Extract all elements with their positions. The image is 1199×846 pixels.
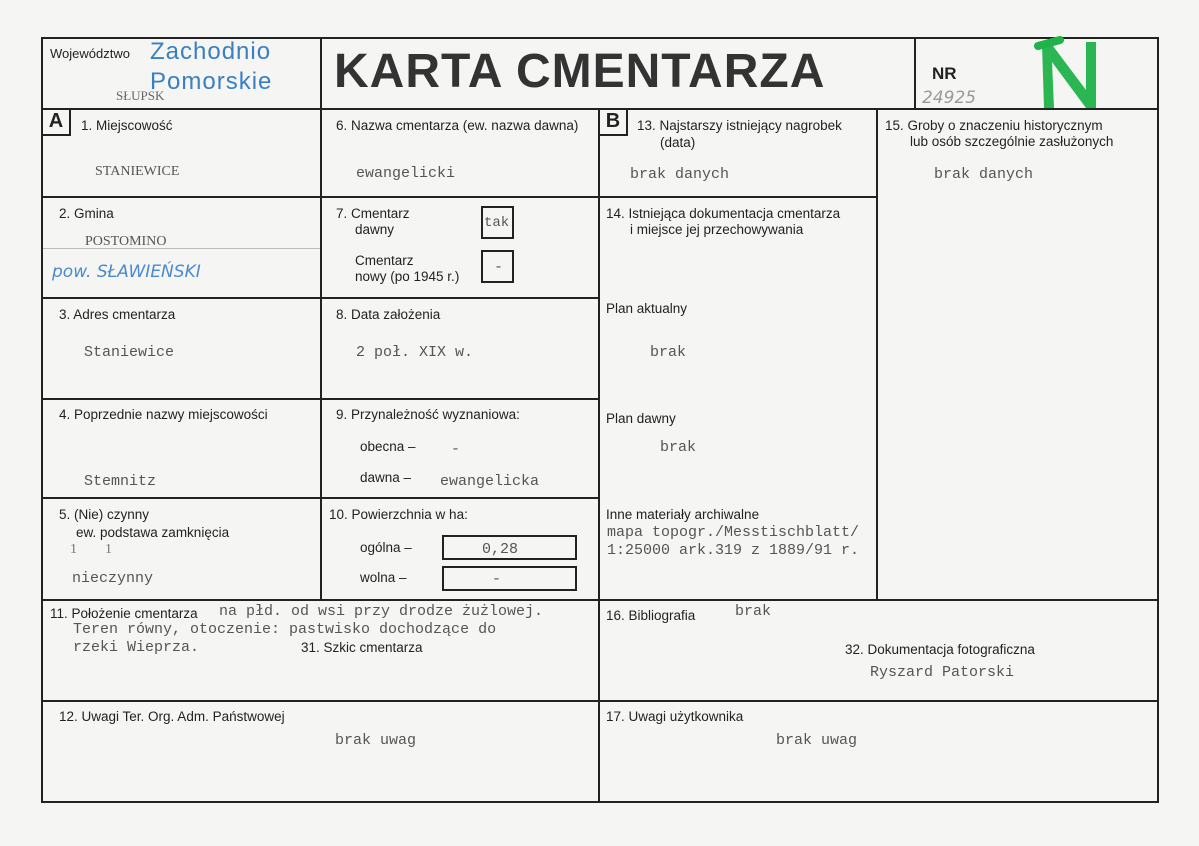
f7-label2: dawny	[355, 222, 395, 237]
voivodeship-stamp-line1: Zachodnio	[150, 38, 272, 65]
green-marker-n	[1030, 36, 1110, 112]
divider	[876, 108, 878, 599]
f1-label: 1. Miejscowość	[81, 118, 173, 133]
f9-dawna-label: dawna –	[360, 470, 412, 485]
f14-label2: i miejsce jej przechowywania	[630, 222, 804, 237]
f7-label1: 7. Cmentarz	[336, 206, 410, 221]
divider	[320, 108, 322, 599]
f10-label: 10. Powierzchnia w ha:	[329, 507, 468, 522]
f12-label: 12. Uwagi Ter. Org. Adm. Państwowej	[59, 709, 285, 724]
f3-label: 3. Adres cmentarza	[59, 307, 176, 322]
f7-label3: Cmentarz	[355, 253, 414, 268]
section-b: B	[598, 108, 628, 136]
inne-materialy-line2: 1:25000 ark.319 z 1889/91 r.	[607, 542, 860, 559]
f15-value: brak danych	[934, 166, 1034, 183]
inne-materialy-label: Inne materiały archiwalne	[606, 507, 760, 522]
section-a: A	[41, 108, 71, 136]
f13-label2: (data)	[660, 135, 696, 150]
f7-box-nowy	[481, 250, 514, 283]
f9-label: 9. Przynależność wyznaniowa:	[336, 407, 520, 422]
divider	[914, 37, 916, 109]
f10-ogolna-value: 0,28	[482, 541, 519, 558]
marker-letter	[1030, 36, 1031, 37]
f2-handwritten: pow. SŁAWIEŃSKI	[52, 262, 201, 282]
f9-obecna-label: obecna –	[360, 439, 416, 454]
f8-label: 8. Data założenia	[336, 307, 441, 322]
divider	[41, 599, 1159, 601]
f6-label: 6. Nazwa cmentarza (ew. nazwa dawna)	[336, 118, 579, 133]
nr-label: NR	[932, 64, 957, 83]
f10-ogolna-box	[442, 535, 577, 560]
divider	[41, 497, 600, 499]
f15-label1: 15. Groby o znaczeniu historycznym	[885, 118, 1103, 133]
nr-value: 24925	[922, 88, 977, 108]
f16-value: brak	[735, 603, 772, 620]
f6-value: ewangelicki	[356, 165, 456, 182]
divider	[41, 398, 600, 400]
f11-label: 11. Położenie cmentarza	[50, 606, 198, 621]
f9-obecna-value: -	[451, 441, 461, 458]
f10-wolna-label: wolna –	[360, 570, 407, 585]
f13-label1: 13. Najstarszy istniejący nagrobek	[637, 118, 842, 133]
f11-text1: na płd. od wsi przy drodze żużlowej.	[219, 603, 544, 620]
f2-label: 2. Gmina	[59, 206, 114, 221]
wojewodztwo-label: Województwo	[50, 46, 130, 61]
plan-dawny-value: brak	[660, 439, 697, 456]
divider	[41, 297, 600, 299]
f5-marks: 1 1	[70, 542, 112, 557]
f2-value: POSTOMINO	[85, 234, 167, 249]
f1-value: STANIEWICE	[95, 164, 180, 179]
divider	[598, 108, 600, 802]
f32-label: 32. Dokumentacja fotograficzna	[845, 642, 1035, 657]
f14-label1: 14. Istniejąca dokumentacja cmentarza	[606, 206, 841, 221]
f9-dawna-value: ewangelicka	[440, 473, 540, 490]
f4-label: 4. Poprzednie nazwy miejscowości	[59, 407, 268, 422]
f4-value: Stemnitz	[84, 473, 157, 490]
f17-label: 17. Uwagi użytkownika	[606, 709, 744, 724]
divider	[41, 700, 1159, 702]
divider	[320, 37, 322, 109]
f15-label2: lub osób szczególnie zasłużonych	[910, 134, 1114, 149]
f10-ogolna-label: ogólna –	[360, 540, 412, 555]
f7-box-dawny	[481, 206, 514, 239]
f5-label1: 5. (Nie) czynny	[59, 507, 150, 522]
f7-box2-value: -	[494, 259, 504, 276]
voivodeship-stamp-line2: Pomorskie	[150, 68, 273, 95]
f31-label: 31. Szkic cmentarza	[301, 640, 423, 655]
f16-label: 16. Bibliografia	[606, 608, 696, 623]
divider	[41, 196, 877, 198]
f3-value: Staniewice	[84, 344, 175, 361]
inne-materialy-line1: mapa topogr./Messtischblatt/	[607, 524, 860, 541]
f5-label2: ew. podstawa zamknięcia	[76, 525, 230, 540]
f11-text2: Teren równy, otoczenie: pastwisko dochodzące do	[73, 621, 497, 638]
plan-aktualny-value: brak	[650, 344, 687, 361]
f13-value: brak danych	[630, 166, 730, 183]
f8-value: 2 poł. XIX w.	[356, 344, 474, 361]
plan-dawny-label: Plan dawny	[606, 411, 676, 426]
f17-value: brak uwag	[776, 732, 858, 749]
plan-aktualny-label: Plan aktualny	[606, 301, 688, 316]
f5-value: nieczynny	[72, 570, 154, 587]
f7-label4: nowy (po 1945 r.)	[355, 269, 460, 284]
old-voivodeship: SŁUPSK	[116, 88, 165, 103]
f10-wolna-value: -	[492, 571, 502, 588]
page-title: KARTA CMENTARZA	[334, 45, 826, 98]
f10-wolna-box	[442, 566, 577, 591]
f32-value: Ryszard Patorski	[870, 664, 1015, 681]
f11-text3: rzeki Wieprza.	[73, 639, 200, 656]
f12-value: brak uwag	[335, 732, 417, 749]
f7-box1-value: tak	[484, 215, 510, 231]
